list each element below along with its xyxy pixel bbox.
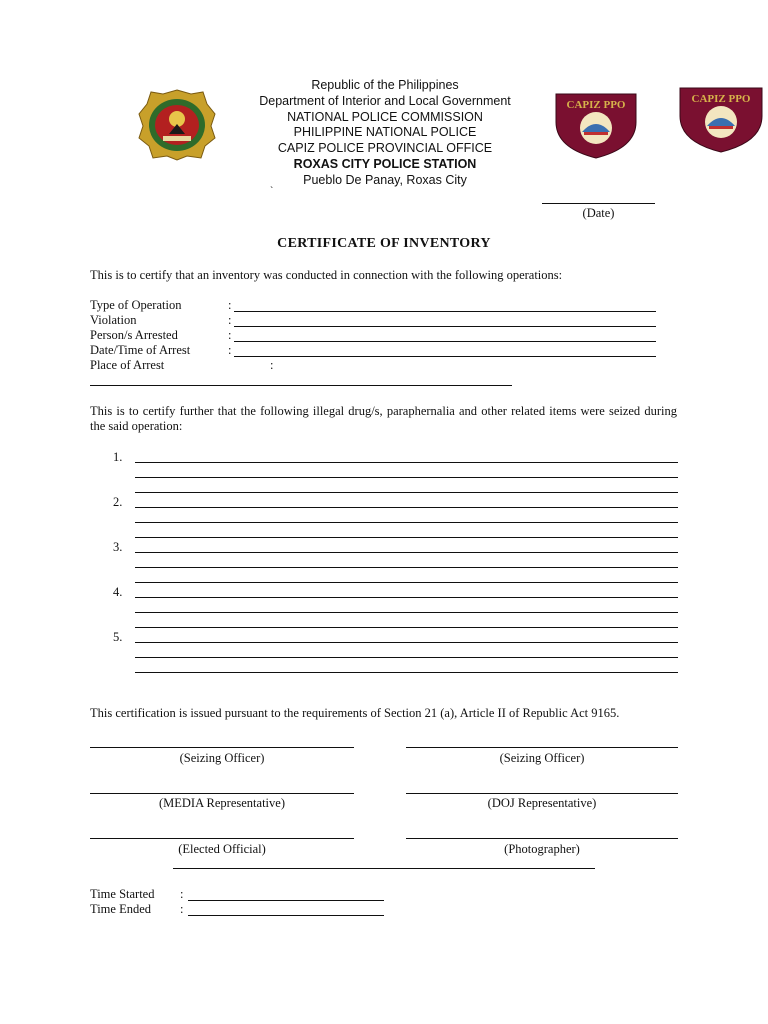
letterhead-line: CAPIZ POLICE PROVINCIAL OFFICE	[277, 141, 493, 156]
letterhead-line: Republic of the Philippines	[311, 78, 459, 92]
field-colon: :	[180, 902, 184, 916]
item-line[interactable]	[135, 627, 678, 628]
signature-line[interactable]	[173, 868, 595, 869]
field-label: Type of Operation	[90, 298, 182, 312]
date-line[interactable]	[542, 203, 655, 204]
item-line[interactable]	[135, 507, 678, 508]
field-colon: :	[180, 887, 184, 901]
item-line[interactable]	[135, 567, 678, 568]
field-label: Person/s Arrested	[90, 328, 178, 342]
signature-line[interactable]	[406, 747, 678, 748]
letterhead-line: PHILIPPINE NATIONAL POLICE	[293, 125, 477, 140]
seizing-officer-label: (Seizing Officer)	[179, 751, 265, 765]
signature-line[interactable]	[406, 838, 678, 839]
field-colon: :	[228, 313, 232, 327]
time-started-label: Time Started	[90, 887, 155, 901]
document-title: CERTIFICATE OF INVENTORY	[277, 236, 491, 251]
signature-line[interactable]	[406, 793, 678, 794]
svg-text:CAPIZ PPO: CAPIZ PPO	[691, 93, 751, 105]
item-line[interactable]	[135, 492, 678, 493]
field-colon: :	[270, 358, 274, 372]
item-line[interactable]	[135, 522, 678, 523]
date-label: (Date)	[582, 206, 615, 220]
item-line[interactable]	[135, 582, 678, 583]
certification-text: This certification is issued pursuant to the requirements of Section 21 (a), Article II of Republic Act 9165.	[90, 706, 620, 720]
svg-text:CAPIZ PPO: CAPIZ PPO	[566, 99, 626, 111]
item-line[interactable]	[135, 552, 678, 553]
time-started-line[interactable]	[188, 900, 384, 901]
persons-arrested-line[interactable]	[234, 341, 656, 342]
place-of-arrest-line[interactable]	[90, 385, 512, 386]
item-line[interactable]	[135, 612, 678, 613]
pnp-seal-icon	[137, 88, 217, 162]
capiz-ppo-shield-icon	[676, 82, 766, 154]
time-ended-label: Time Ended	[90, 902, 151, 916]
field-colon: :	[228, 343, 232, 357]
item-line[interactable]	[135, 657, 678, 658]
letterhead	[220, 78, 550, 189]
stray-mark: `	[270, 186, 274, 197]
item-line[interactable]	[135, 672, 678, 673]
item-line[interactable]	[135, 477, 678, 478]
intro-text: This is to certify that an inventory was conducted in connection with the following operations:	[90, 268, 563, 282]
violation-line[interactable]	[234, 326, 656, 327]
letterhead-line: Department of Interior and Local Government	[259, 93, 511, 108]
item-line[interactable]	[135, 642, 678, 643]
signature-line[interactable]	[90, 793, 354, 794]
station-address: Pueblo De Panay, Roxas City	[303, 172, 467, 187]
item-line[interactable]	[135, 537, 678, 538]
station-name: ROXAS CITY POLICE STATION	[293, 156, 477, 171]
capiz-ppo-shield-icon	[552, 86, 640, 160]
time-ended-line[interactable]	[188, 915, 384, 916]
item-number: 4.	[113, 585, 123, 599]
item-number: 5.	[113, 630, 123, 644]
field-colon: :	[228, 328, 232, 342]
item-number: 3.	[113, 540, 123, 554]
signature-line[interactable]	[90, 747, 354, 748]
field-label: Place of Arrest	[90, 358, 165, 372]
elected-official-label: (Elected Official)	[178, 842, 266, 856]
item-line[interactable]	[135, 462, 678, 463]
media-representative-label: (MEDIA Representative)	[158, 796, 285, 810]
doj-representative-label: (DOJ Representative)	[487, 796, 597, 810]
photographer-label: (Photographer)	[504, 842, 580, 856]
date-time-of-arrest-line[interactable]	[234, 356, 656, 357]
item-line[interactable]	[135, 597, 678, 598]
signature-line[interactable]	[90, 838, 354, 839]
field-label: Date/Time of Arrest	[90, 343, 191, 357]
item-number: 2.	[113, 495, 123, 509]
field-label: Violation	[90, 313, 137, 327]
type-of-operation-line[interactable]	[234, 311, 656, 312]
seizing-officer-label: (Seizing Officer)	[499, 751, 585, 765]
seized-items-text: This is to certify further that the following illegal drug/s, paraphernalia and other related items were seized during the said operation:	[90, 404, 677, 433]
field-colon: :	[228, 298, 232, 312]
item-number: 1.	[113, 450, 123, 464]
letterhead-line: NATIONAL POLICE COMMISSION	[287, 109, 483, 124]
